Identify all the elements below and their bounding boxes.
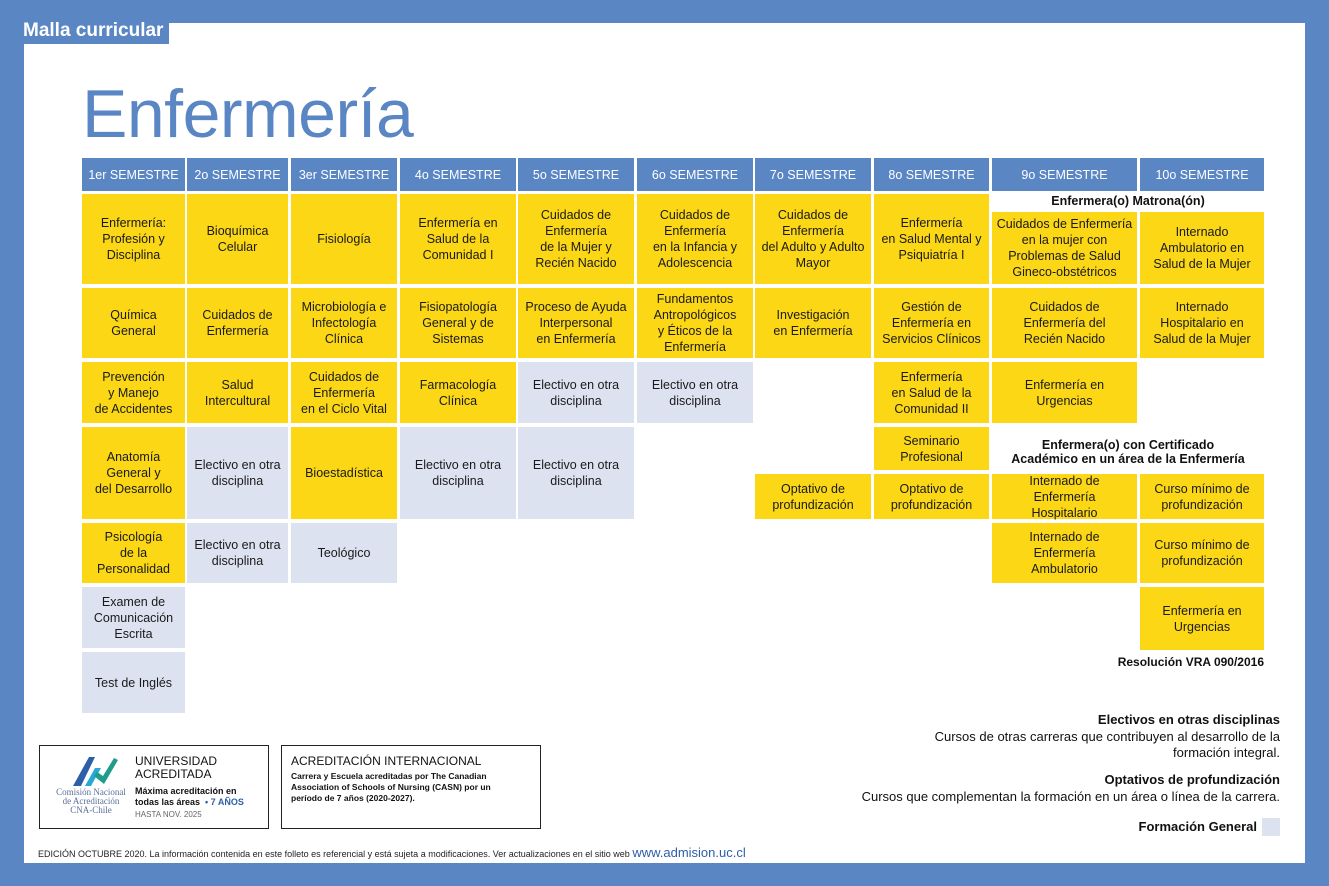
semester-header: 6o SEMESTRE: [637, 158, 753, 191]
cna-logo-text: Comisión Nacional de Acreditación CNA-Chile: [56, 787, 126, 815]
course-cell: Enfermería: Profesión y Disciplina: [82, 194, 185, 284]
course-cell: Enfermería en Salud de la Comunidad I: [400, 194, 516, 284]
semester-header: 5o SEMESTRE: [518, 158, 634, 191]
course-cell: Test de Inglés: [82, 652, 185, 713]
cna-logo-icon: [70, 754, 120, 788]
international-desc: Carrera y Escuela acreditadas por The Canadian Association of Schools of Nursing (CASN) por un período de 7 años (2020-2027).: [291, 771, 491, 803]
course-cell: Internado de Enfermería Ambulatorio: [992, 523, 1137, 583]
semester-header: 2o SEMESTRE: [187, 158, 288, 191]
course-cell: Enfermería en Urgencias: [1140, 587, 1264, 650]
course-cell: Internado Ambulatorio en Salud de la Mujer: [1140, 212, 1264, 284]
footer-text: EDICIÓN OCTUBRE 2020. La información contenida en este folleto es referencial y está sujeta a modificaciones. Ver actualizaciones en el sitio web: [38, 849, 633, 859]
course-cell: Bioquímica Celular: [187, 194, 288, 284]
semester-header: 3er SEMESTRE: [291, 158, 397, 191]
course-cell: Cuidados de Enfermería del Adulto y Adulto Mayor: [755, 194, 871, 284]
course-cell: Cuidados de Enfermería en la mujer con Problemas de Salud Gineco-obstétricos: [992, 212, 1137, 284]
course-cell: Fundamentos Antropológicos y Éticos de la Enfermería: [637, 288, 753, 358]
course-cell: Anatomía General y del Desarrollo: [82, 427, 185, 519]
course-cell: Seminario Profesional: [874, 427, 989, 470]
legend-electivos-title: Electivos en otras disciplinas: [1097, 712, 1280, 727]
course-cell: Química General: [82, 288, 185, 358]
course-cell: Electivo en otra disciplina: [400, 427, 516, 519]
resolution-note: Resolución VRA 090/2016: [1117, 655, 1264, 669]
semester-header: 7o SEMESTRE: [755, 158, 871, 191]
course-cell: Gestión de Enfermería en Servicios Clínicos: [874, 288, 989, 358]
course-cell: Cuidados de Enfermería del Recién Nacido: [992, 288, 1137, 358]
page-title: Enfermería: [82, 76, 414, 152]
accreditation-box: [39, 745, 269, 829]
footer-note: [38, 845, 746, 860]
legend-optativos-title: Optativos de profundización: [1104, 772, 1280, 787]
course-cell: Psicología de la Personalidad: [82, 523, 185, 583]
semester-header: 1er SEMESTRE: [82, 158, 185, 191]
track-label-matrona: Enfermera(o) Matrona(ón): [1051, 194, 1205, 208]
admision-link[interactable]: www.admision.uc.cl: [632, 845, 746, 860]
course-cell: Farmacología Clínica: [400, 362, 516, 423]
course-cell: Cuidados de Enfermería en la Infancia y Adolescencia: [637, 194, 753, 284]
section-tab: Malla curricular: [17, 17, 169, 44]
course-cell: Investigación en Enfermería: [755, 288, 871, 358]
course-cell: Cuidados de Enfermería: [187, 288, 288, 358]
course-cell: Bioestadística: [291, 427, 397, 519]
course-cell: Examen de Comunicación Escrita: [82, 587, 185, 648]
accreditation-title: UNIVERSIDAD ACREDITADA: [135, 754, 218, 781]
course-cell: Internado Hospitalario en Salud de la Mujer: [1140, 288, 1264, 358]
accreditation-years: • 7 AÑOS: [205, 797, 244, 807]
legend-optativos-desc: Cursos que complementan la formación en un área o línea de la carrera.: [861, 789, 1280, 804]
semester-header: 10o SEMESTRE: [1140, 158, 1264, 191]
course-cell: Curso mínimo de profundización: [1140, 474, 1264, 519]
legend-electivos-desc: Cursos de otras carreras que contribuyen al desarrollo de la formación integral.: [934, 729, 1280, 760]
course-cell: Electivo en otra disciplina: [187, 427, 288, 519]
accreditation-desc: Máxima acreditación en todas las áreas: [135, 786, 237, 807]
course-cell: Cuidados de Enfermería en el Ciclo Vital: [291, 362, 397, 423]
course-cell: Fisiología: [291, 194, 397, 284]
course-cell: Curso mínimo de profundización: [1140, 523, 1264, 583]
semester-header: 9o SEMESTRE: [992, 158, 1137, 191]
course-cell: Teológico: [291, 523, 397, 583]
international-accreditation-box: [281, 745, 541, 829]
course-cell: Electivo en otra disciplina: [187, 523, 288, 583]
course-cell: Cuidados de Enfermería de la Mujer y Recién Nacido: [518, 194, 634, 284]
course-cell: Electivo en otra disciplina: [518, 427, 634, 519]
accreditation-until: HASTA NOV. 2025: [135, 810, 202, 819]
course-cell: Prevención y Manejo de Accidentes: [82, 362, 185, 423]
course-cell: Fisiopatología General y de Sistemas: [400, 288, 516, 358]
course-cell: Enfermería en Salud de la Comunidad II: [874, 362, 989, 423]
course-cell: Enfermería en Urgencias: [992, 362, 1137, 423]
course-cell: Microbiología e Infectología Clínica: [291, 288, 397, 358]
course-cell: Optativo de profundización: [874, 474, 989, 519]
legend-formacion-general-swatch: [1262, 818, 1280, 836]
track-label-certificado: Enfermera(o) con Certificado Académico en un área de la Enfermería: [1011, 438, 1245, 466]
course-cell: Internado de Enfermería Hospitalario: [992, 474, 1137, 519]
course-cell: Optativo de profundización: [755, 474, 871, 519]
course-cell: Proceso de Ayuda Interpersonal en Enfermería: [518, 288, 634, 358]
course-cell: Enfermería en Salud Mental y Psiquiatría I: [874, 194, 989, 284]
course-cell: Electivo en otra disciplina: [637, 362, 753, 423]
semester-header: 8o SEMESTRE: [874, 158, 989, 191]
semester-header: 4o SEMESTRE: [400, 158, 516, 191]
course-cell: Electivo en otra disciplina: [518, 362, 634, 423]
course-cell: Salud Intercultural: [187, 362, 288, 423]
legend-formacion-general-title: Formación General: [1138, 819, 1257, 834]
international-title: ACREDITACIÓN INTERNACIONAL: [291, 754, 482, 768]
